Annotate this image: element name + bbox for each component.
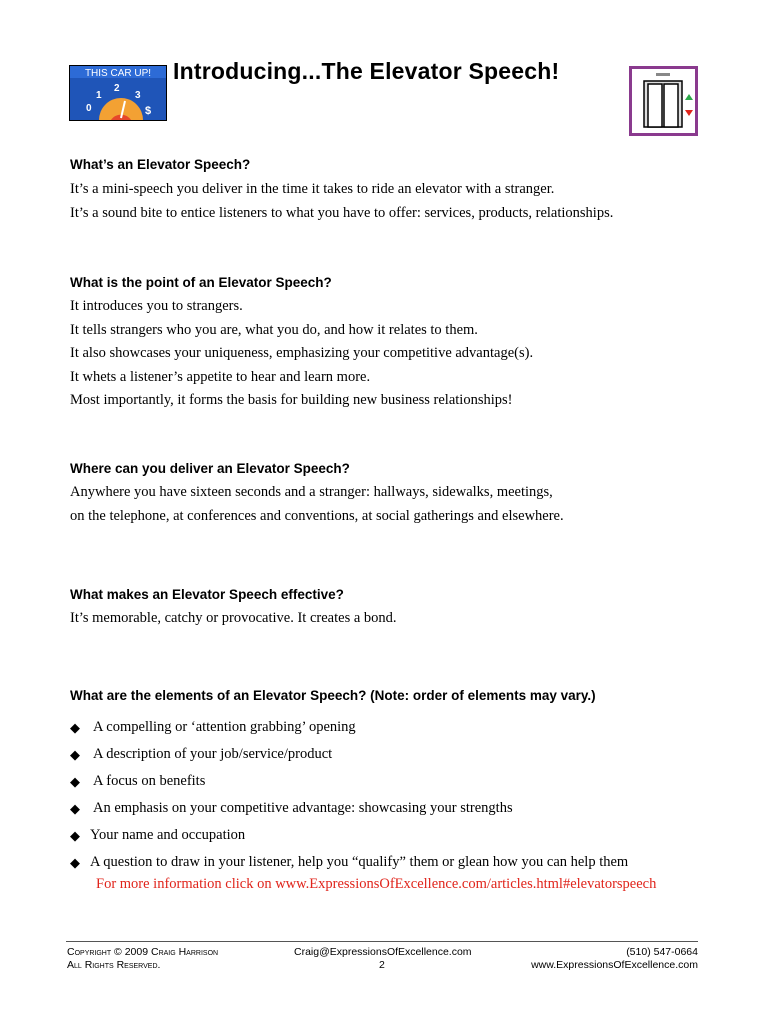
footer-copyright: Copyright © 2009 Craig Harrison xyxy=(67,946,219,958)
gauge-number: 1 xyxy=(96,90,102,101)
diamond-bullet-icon: ◆ xyxy=(70,801,80,816)
footer-rights: All Rights Reserved. xyxy=(67,959,161,971)
section-question: What makes an Elevator Speech effective? xyxy=(70,587,344,602)
more-info-link[interactable]: For more information click on www.ExpressionsOfExcellence.com/articles.html#elevatorspeech xyxy=(96,876,657,892)
gauge-number: 3 xyxy=(135,90,141,101)
section-line: It’s a mini-speech you deliver in the time it takes to ride an elevator with a stranger. xyxy=(70,181,555,197)
section-line: Most importantly, it forms the basis for building new business relationships! xyxy=(70,392,513,408)
section-line: on the telephone, at conferences and conventions, at social gatherings and elsewhere. xyxy=(70,507,564,524)
section-question: What is the point of an Elevator Speech? xyxy=(70,275,332,290)
list-item-text: A description of your job/service/product xyxy=(93,746,333,762)
elements-list xyxy=(70,714,628,876)
list-item-text: A question to draw in your listener, help you “qualify” them or glean how you can help them xyxy=(90,854,629,870)
logo-banner: THIS CAR UP! xyxy=(84,68,152,79)
footer-email[interactable]: Craig@ExpressionsOfExcellence.com xyxy=(294,946,472,958)
diamond-bullet-icon: ◆ xyxy=(70,855,80,870)
section-question: What are the elements of an Elevator Speech? (Note: order of elements may vary.) xyxy=(70,688,596,703)
section-line: It’s memorable, catchy or provocative. It creates a bond. xyxy=(70,610,397,626)
section-where xyxy=(70,460,564,528)
diamond-bullet-icon: ◆ xyxy=(70,774,80,789)
diamond-bullet-icon: ◆ xyxy=(70,747,80,762)
section-question: Where can you deliver an Elevator Speech? xyxy=(70,461,350,476)
list-item xyxy=(70,822,628,849)
footer-divider xyxy=(66,941,698,942)
diamond-bullet-icon: ◆ xyxy=(70,720,80,735)
diamond-bullet-icon: ◆ xyxy=(70,828,80,843)
gauge-number: $ xyxy=(145,105,152,117)
page-title: Introducing...The Elevator Speech! xyxy=(173,58,560,84)
list-item xyxy=(70,741,628,768)
list-item-text: An emphasis on your competitive advantage: showcasing your strengths xyxy=(93,800,513,816)
list-item-text: A focus on benefits xyxy=(93,773,206,789)
list-item xyxy=(70,768,628,795)
list-item xyxy=(70,795,628,822)
section-line: It whets a listener’s appetite to hear and learn more. xyxy=(70,368,371,385)
list-item xyxy=(70,849,628,876)
elevator-doors-icon xyxy=(629,66,698,136)
gauge-number: 2 xyxy=(114,83,120,94)
section-elements xyxy=(70,687,628,876)
section-line: It’s a sound bite to entice listeners to what you have to offer: services, products, relationships. xyxy=(70,204,614,221)
list-item xyxy=(70,714,628,741)
section-line: It tells strangers who you are, what you do, and how it relates to them. xyxy=(70,321,478,338)
page-number: 2 xyxy=(379,959,385,971)
speedometer-gauge-icon xyxy=(69,65,167,121)
list-item-text: Your name and occupation xyxy=(90,827,246,843)
footer-phone: (510) 547-0664 xyxy=(626,946,698,958)
list-item-text: A compelling or ‘attention grabbing’ opening xyxy=(93,719,356,735)
section-line: It introduces you to strangers. xyxy=(70,298,243,314)
section-line: It also showcases your uniqueness, emphasizing your competitive advantage(s). xyxy=(70,345,534,361)
section-effective xyxy=(70,586,397,631)
section-question: What’s an Elevator Speech? xyxy=(70,157,251,172)
section-line: Anywhere you have sixteen seconds and a stranger: hallways, sidewalks, meetings, xyxy=(70,484,553,500)
gauge-number: 0 xyxy=(86,103,92,114)
section-point xyxy=(70,274,533,413)
section-what-is xyxy=(70,156,613,225)
footer-website[interactable]: www.ExpressionsOfExcellence.com xyxy=(531,959,698,971)
